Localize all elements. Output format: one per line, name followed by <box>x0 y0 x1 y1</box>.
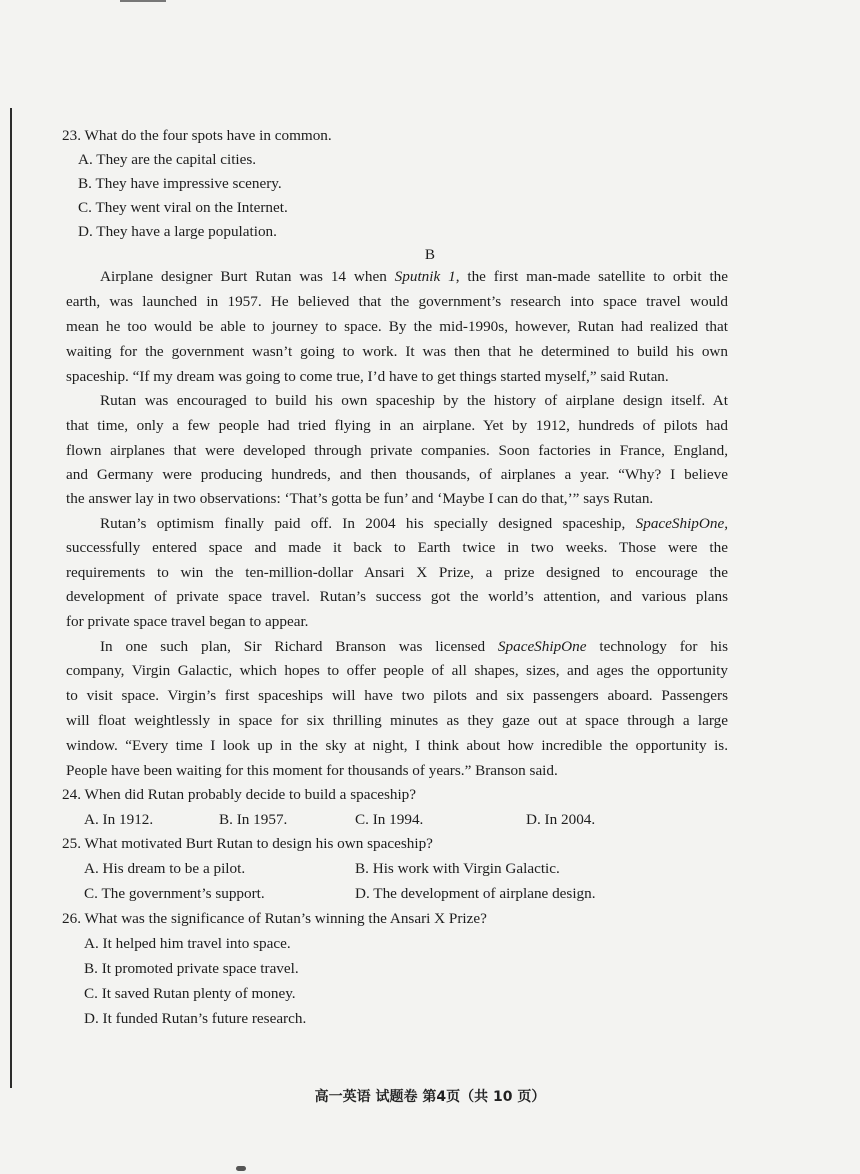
scan-mark-bottom <box>236 1166 246 1171</box>
passage-b-paragraph-1-line-3: mean he too would be able to journey to space. By the mid-1990s, however, Rutan had realized that <box>66 318 728 335</box>
passage-b-paragraph-3-line-2: successfully entered space and made it back to Earth twice in two weeks. Those were the <box>66 539 728 556</box>
binding-margin-line <box>10 108 12 1088</box>
question-25-option-d: D. The development of airplane design. <box>355 885 596 902</box>
question-26-stem: 26. What was the significance of Rutan’s winning the Ansari X Prize? <box>62 910 487 927</box>
spaceshipone-title: SpaceShipOne <box>635 515 725 532</box>
question-24-stem: 24. When did Rutan probably decide to build a spaceship? <box>62 786 417 803</box>
question-24-option-b: B. In 1957. <box>219 811 288 828</box>
passage-b-paragraph-2-line-1: Rutan was encouraged to build his own spaceship by the history of airplane design itself. At <box>100 392 728 409</box>
question-26-option-b: B. It promoted private space travel. <box>84 960 299 977</box>
passage-b-paragraph-2-line-5: the answer lay in two observations: ‘That’s gotta be fun’ and ‘Maybe I can do that,’” says Rutan. <box>66 490 654 507</box>
passage-b-paragraph-3-line-1: Rutan’s optimism finally paid off. In 2004 his specially designed spaceship, SpaceShipOne, <box>100 515 728 532</box>
passage-b-paragraph-4-line-5: window. “Every time I look up in the sky at night, I think about how incredible the opportunity is. <box>66 737 728 754</box>
passage-b-paragraph-1-line-2: earth, was launched in 1957. He believed that the government’s research into space travel would <box>66 293 728 310</box>
passage-b-paragraph-1-line-1: Airplane designer Burt Rutan was 14 when Sputnik 1, the first man-made satellite to orbit the <box>100 268 728 285</box>
passage-b-paragraph-2-line-3: flown airplanes that were developed through private companies. Soon factories in France, England, <box>66 442 728 459</box>
question-23-option-c: C. They went viral on the Internet. <box>78 199 288 216</box>
section-b-heading: B <box>424 246 436 263</box>
question-25-option-b: B. His work with Virgin Galactic. <box>355 860 560 877</box>
question-26-option-c: C. It saved Rutan plenty of money. <box>84 985 296 1002</box>
passage-b-paragraph-2-line-4: and Germany were producing hundreds, and then thousands, of airplanes a year. “Why? I believe <box>66 466 728 483</box>
sputnik-title: Sputnik 1 <box>394 268 456 285</box>
question-26-option-d: D. It funded Rutan’s future research. <box>84 1010 307 1027</box>
passage-b-paragraph-4-line-3: to visit space. Virgin’s first spaceships will have two pilots and six passengers aboard. Passengers <box>66 687 728 704</box>
passage-b-paragraph-2-line-2: that time, only a few people had tried flying in an airplane. Yet by 1912, hundreds of pilots had <box>66 417 728 434</box>
passage-b-paragraph-4-line-4: will float weightlessly in space for six thrilling minutes as they gaze out at space through a large <box>66 712 728 729</box>
question-25-option-c: C. The government’s support. <box>84 885 265 902</box>
question-23-option-a: A. They are the capital cities. <box>78 151 257 168</box>
passage-b-paragraph-4-line-6: People have been waiting for this moment for thousands of years.” Branson said. <box>66 762 558 779</box>
question-25-option-a: A. His dream to be a pilot. <box>84 860 246 877</box>
passage-b-paragraph-3-line-3: requirements to win the ten-million-dollar Ansari X Prize, a prize designed to encourage the <box>66 564 728 581</box>
spaceshipone-title-2: SpaceShipOne <box>497 638 587 655</box>
passage-b-paragraph-1-line-5: spaceship. “If my dream was going to come true, I’d have to get things started myself,” said Rutan. <box>66 368 669 385</box>
question-23-option-d: D. They have a large population. <box>78 223 277 240</box>
question-26-option-a: A. It helped him travel into space. <box>84 935 291 952</box>
page-footer: 高一英语 试题卷 第4页（共 10 页） <box>314 1089 546 1105</box>
passage-b-paragraph-3-line-5: for private space travel began to appear. <box>66 613 309 630</box>
question-23-stem: 23. What do the four spots have in common. <box>62 127 332 144</box>
passage-b-paragraph-1-line-4: waiting for the government wasn’t going to work. It was then that he determined to build his own <box>66 343 728 360</box>
question-24-option-c: C. In 1994. <box>355 811 424 828</box>
scan-mark-top <box>120 0 166 2</box>
question-23-option-b: B. They have impressive scenery. <box>78 175 282 192</box>
question-24-option-d: D. In 2004. <box>526 811 596 828</box>
passage-b-paragraph-4-line-1: In one such plan, Sir Richard Branson was licensed SpaceShipOne technology for his <box>100 638 728 655</box>
question-24-option-a: A. In 1912. <box>84 811 154 828</box>
passage-b-paragraph-4-line-2: company, Virgin Galactic, which hopes to offer people of all shapes, sizes, and ages the opportunity <box>66 662 728 679</box>
passage-b-paragraph-3-line-4: development of private space travel. Rutan’s success got the world’s attention, and various plans <box>66 588 728 605</box>
question-25-stem: 25. What motivated Burt Rutan to design his own spaceship? <box>62 835 433 852</box>
